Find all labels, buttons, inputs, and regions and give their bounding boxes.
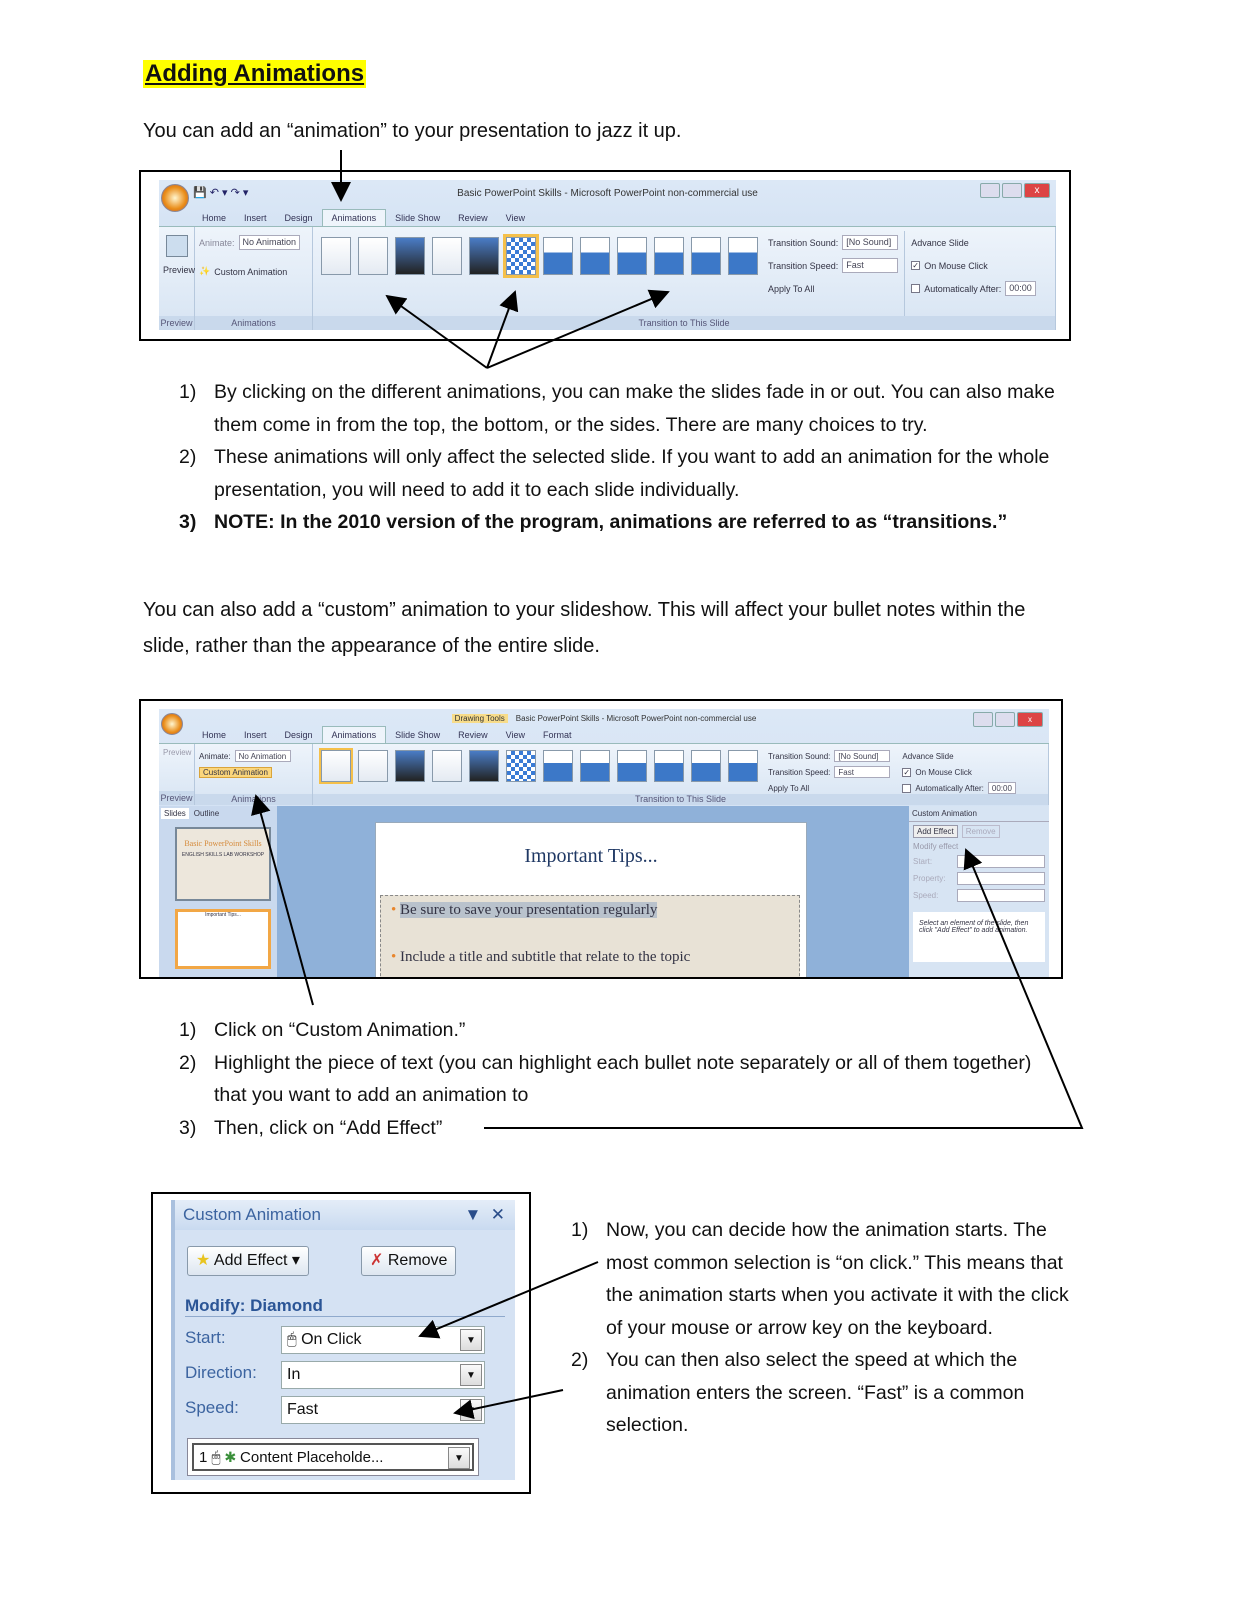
preview-icon [166,235,188,257]
transition-gallery [317,231,762,326]
advance-slide-label: Advance Slide [902,751,954,761]
content-placeholder[interactable]: • Be sure to save your presentation regularly • Include a title and subtitle that relate to the topic [380,895,800,979]
tab-view[interactable]: View [505,213,525,223]
transition-cut-black[interactable] [469,750,499,782]
bullet-text[interactable]: Be sure to save your presentation regularly [400,902,658,918]
list-3 [535,1214,1075,1442]
intro-text: You can add an “animation” to your presentation to jazz it up. [143,120,682,142]
transition-cut[interactable] [432,237,462,275]
transition-sound-label: Transition Sound: [768,751,831,761]
chevron-down-icon[interactable]: ▼ [460,1364,482,1386]
transition-uncover[interactable] [728,237,758,275]
apply-to-all-button[interactable]: Apply To All [768,283,815,294]
transition-speed-dropdown[interactable]: Fast [834,766,890,778]
bullet-text[interactable]: Include a title and subtitle that relate to the topic [400,949,691,965]
group-label: Animations [195,316,312,330]
window-title: Basic PowerPoint Skills - Microsoft PowerPoint non-commercial use [457,187,758,199]
start-dropdown[interactable]: 🖱 On Click ▼ [281,1326,485,1354]
maximize-button[interactable] [995,712,1015,727]
tab-slide-show[interactable]: Slide Show [395,213,441,223]
group-label: Preview [160,318,193,328]
transition-wipe-up[interactable] [654,750,684,782]
auto-after-input[interactable]: 00:00 [1005,281,1036,296]
list-item: 1) Now, you can decide how the animation starts. The most common selection is “on click.” This means that the animation starts when you activate it with the click of your mouse or arrow key on the keyboard. [571,1219,1069,1339]
list-item: 1) Click on “Custom Animation.” [179,1019,466,1041]
transition-cut[interactable] [432,750,462,782]
transition-cut-black[interactable] [469,237,499,275]
list-item: 2) These animations will only affect the selected slide. If you want to add an animation for the whole presentation, you will need to add it to each slide individually. [179,446,1050,501]
drawing-tools-context: Drawing Tools [452,714,508,723]
transition-wipe-right[interactable] [617,237,647,275]
tab-slide-show[interactable]: Slide Show [395,730,441,740]
transition-wipe-left[interactable] [580,750,610,782]
transition-split[interactable] [691,750,721,782]
star-icon: ★ [196,1252,211,1269]
slide-thumbnail-2[interactable]: Important Tips... [175,909,271,969]
transition-split[interactable] [691,237,721,275]
custom-animation-button[interactable]: ✨ Custom Animation [199,266,288,277]
chevron-down-icon[interactable]: ▼ [460,1399,482,1421]
remove-icon: ✗ [370,1252,384,1269]
transition-wipe-down[interactable] [543,750,573,782]
preview-button[interactable]: Preview [163,748,192,757]
on-mouse-click-checkbox[interactable]: ✓ [903,767,911,777]
automatically-after-checkbox[interactable] [902,784,911,793]
transition-fade-black[interactable] [395,750,425,782]
group-label: Animations [195,794,312,805]
tab-design[interactable]: Design [284,730,313,740]
custom-animation-icon: ✨ [199,266,211,276]
quick-access-toolbar[interactable]: 💾 ↶ ▾ ↷ ▾ [193,187,249,199]
transition-wipe-down[interactable] [543,237,573,275]
effect-star-icon: ✱ [224,1449,236,1466]
tab-insert[interactable]: Insert [244,213,267,223]
animate-dropdown[interactable]: No Animation [239,235,301,250]
group-label: Transition to This Slide [313,316,1055,330]
direction-dropdown[interactable]: In ▼ [281,1361,485,1389]
modify-label: Modify effect [913,842,959,851]
transition-speed-label: Transition Speed: [768,260,839,271]
slide-canvas [375,822,807,979]
ribbon-screenshot-1: 💾 ↶ ▾ ↷ ▾ Basic PowerPoint Skills - Microsoft PowerPoint non-commercial use x Home Insert Design Animations Slide Show Review View Preview Preview Animate: No Animation ✨ Custom Animation Animations Transition Sound: [No Sound] Transition Speed: Fast Apply To All Advance Slide ✓ On Mouse Click Automatically After: 00:00 Transition to This Slide [139,170,1071,341]
transition-wipe-left[interactable] [580,237,610,275]
modify-heading: Modify: Diamond [185,1296,505,1317]
slides-pane [159,806,277,979]
transition-none[interactable] [321,237,351,275]
transition-sound-dropdown[interactable]: [No Sound] [834,750,890,762]
tab-slides[interactable]: Slides [161,808,189,819]
ribbon-screenshot-2: Drawing Tools Basic PowerPoint Skills - Microsoft PowerPoint non-commercial use x Home Insert Design Animations Slide Show Review View Format Preview Preview Animate: No Animation Custom Animation Animations Transition Sound: [No Sound] Transition Speed: Fast Apply To All Advance Slide ✓ On Mouse Click Automatically After: 00:00 Transition to This Slide Slides Outline Basic PowerPoint Skills ENGLISH SKILLS LAB WORKSHOP Important Tips... Important Tips... • Be sure to save your presentation regularly • Include a title and subtitle that relate to the topic Custom Animation Add Effect Remove Modify effect Start: Property: Speed: Select an element of the slide, then click "Add Effect" to add animation. [139,699,1063,979]
transition-speed-dropdown[interactable]: Fast [842,258,898,273]
transition-fade-black[interactable] [395,237,425,275]
transition-wipe-up[interactable] [654,237,684,275]
slide-thumbnail-1[interactable]: Basic PowerPoint Skills ENGLISH SKILLS LAB WORKSHOP [175,827,271,901]
start-label: Start: [185,1328,226,1347]
list-item: 3) Then, click on “Add Effect” [179,1116,443,1139]
animation-list-item[interactable]: 1 🖱 ✱ Content Placeholde... ▼ [192,1443,474,1471]
transition-fade[interactable] [358,750,388,782]
tab-home[interactable]: Home [202,213,227,223]
custom-animation-pane: Custom Animation Add Effect Remove Modify effect Start: Property: Speed: Select an element of the slide, then click "Add Effect" to add animation. [909,806,1049,979]
auto-after-input[interactable]: 00:00 [988,782,1016,794]
chevron-down-icon[interactable]: ▼ [448,1447,470,1469]
minimize-button[interactable] [980,183,1000,198]
tab-outline[interactable]: Outline [193,809,220,818]
transition-sound-dropdown[interactable]: [No Sound] [842,235,898,250]
tab-insert[interactable]: Insert [244,730,267,740]
pane-title: Custom Animation [183,1205,321,1224]
add-effect-button[interactable]: ★ Add Effect ▾ [187,1246,309,1276]
transition-speed-label: Transition Speed: [768,767,831,777]
animate-dropdown[interactable]: No Animation [235,750,291,762]
mouse-icon: 🖱 [287,1331,297,1348]
tab-home[interactable]: Home [202,730,227,740]
transition-uncover[interactable] [728,750,758,782]
slide-title[interactable]: Important Tips... [524,845,658,867]
window-title: Basic PowerPoint Skills - Microsoft PowerPoint non-commercial use [515,713,757,723]
transition-wipe-right[interactable] [617,750,647,782]
list-2 [143,1014,1063,1144]
office-button[interactable] [161,184,189,212]
custom-animation-button[interactable]: Custom Animation [199,767,272,778]
remove-button[interactable]: Remove [962,825,1000,838]
tab-format[interactable]: Format [542,730,572,740]
custom-animation-screenshot [151,1192,531,1494]
minimize-button[interactable] [973,712,993,727]
pane-menu-icon[interactable]: ▼ ✕ [464,1205,505,1224]
list-item: 2) You can then also select the speed at which the animation enters the screen. “Fast” is a common selection. [571,1349,1025,1436]
list-1 [143,376,1083,539]
remove-button[interactable]: ✗ Remove [361,1246,456,1276]
transition-dissolve[interactable] [506,750,536,782]
tab-design[interactable]: Design [284,213,313,223]
transition-fade-smoothly[interactable] [358,237,388,275]
list-item: 3) NOTE: In the 2010 version of the program, animations are referred to as “transitions.” [179,511,1008,533]
tab-review[interactable]: Review [458,730,488,740]
group-label: Preview [160,793,193,803]
add-effect-button[interactable]: Add Effect [913,825,958,838]
close-button[interactable]: x [1024,183,1050,198]
on-mouse-click-checkbox[interactable]: ✓ [912,261,919,270]
direction-label: Direction: [185,1363,257,1382]
animate-label: Animate: [199,237,235,248]
transition-none[interactable] [321,750,351,782]
apply-to-all-button[interactable]: Apply To All [768,783,810,793]
transition-sound-label: Transition Sound: [768,237,839,248]
preview-button[interactable]: Preview [163,235,190,275]
tab-animations[interactable]: Animations [322,209,387,226]
automatically-after-checkbox[interactable] [911,284,920,293]
maximize-button[interactable] [1002,183,1022,198]
speed-label: Speed: [185,1398,239,1417]
close-button[interactable]: x [1017,712,1043,727]
chevron-down-icon[interactable]: ▼ [460,1329,482,1351]
custom-intro-text: You can also add a “custom” animation to your slideshow. This will affect your bullet notes within the slide, rather than the appearance of the entire slide. [143,599,1026,657]
tab-view[interactable]: View [505,730,525,740]
speed-dropdown[interactable]: Fast ▼ [281,1396,485,1424]
page-title: Adding Animations [145,60,365,87]
list-item: 2) Highlight the piece of text (you can highlight each bullet note separately or all of them together) that you want to add an animation to [179,1051,1032,1106]
transition-dissolve[interactable] [506,237,536,275]
animate-label: Animate: [199,751,231,761]
tab-animations[interactable]: Animations [322,726,387,743]
advance-slide-label: Advance Slide [911,237,969,248]
group-label: Transition to This Slide [313,794,1048,805]
tab-review[interactable]: Review [458,213,488,223]
list-item: 1) By clicking on the different animations, you can make the slides fade in or out. You can also make them come in from the top, the bottom, or the sides. There are many choices to try. [179,381,1055,436]
